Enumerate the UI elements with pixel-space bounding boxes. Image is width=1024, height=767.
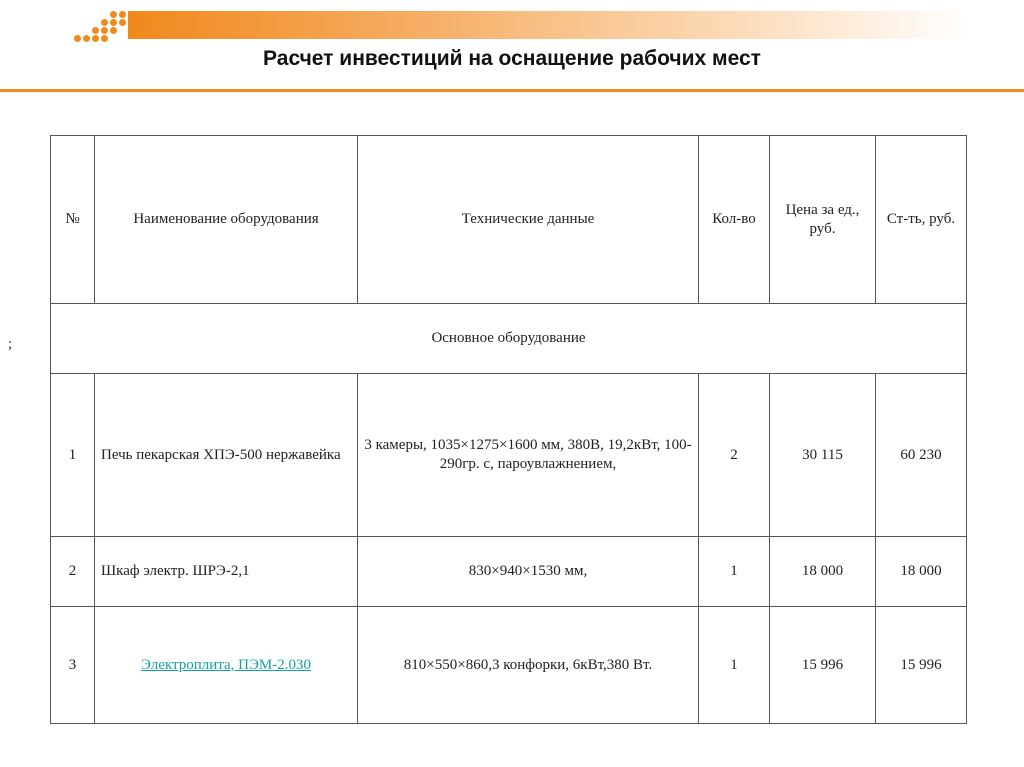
cell-specs: 830×940×1530 мм, [358,537,699,607]
table-row [51,374,967,537]
cell-price: 18 000 [770,537,876,607]
section-label: Основное оборудование [51,304,967,374]
equipment-link[interactable]: Электроплита, ПЭМ-2.030 [141,656,311,673]
column-header-price: Цена за ед., руб. [770,136,876,304]
cell-price: 30 115 [770,374,876,537]
column-header-name: Наименование оборудования [95,136,358,304]
header-gradient-bar [128,11,968,39]
cell-qty: 1 [699,607,770,724]
column-header-total: Ст-ть, руб. [876,136,967,304]
equipment-table [50,135,967,724]
cell-price: 15 996 [770,607,876,724]
cell-number: 1 [51,374,95,537]
page-title: Расчет инвестиций на оснащение рабочих мест [263,47,761,70]
cell-total: 18 000 [876,537,967,607]
cell-total: 60 230 [876,374,967,537]
cell-total: 15 996 [876,607,967,724]
side-mark: ; [8,336,13,352]
table-row [51,537,967,607]
section-row [51,304,967,374]
column-header-specs: Технические данные [358,136,699,304]
cell-qty: 2 [699,374,770,537]
table-header-row [51,136,967,304]
cell-qty: 1 [699,537,770,607]
logo-dots-icon [74,10,134,42]
cell-number: 2 [51,537,95,607]
cell-name: Печь пекарская ХПЭ-500 нержавейка [95,374,358,537]
cell-name: Шкаф электр. ШРЭ-2,1 [95,537,358,607]
column-header-number: № [51,136,95,304]
cell-specs: 810×550×860,3 конфорки, 6кВт,380 Вт. [358,607,699,724]
column-header-qty: Кол-во [699,136,770,304]
table-row [51,607,967,724]
cell-name-link-cell [95,607,358,724]
title-divider [0,89,1024,92]
cell-number: 3 [51,607,95,724]
cell-specs: 3 камеры, 1035×1275×1600 мм, 380В, 19,2кВт, 100-290гр. с, пароувлажнением, [358,374,699,537]
